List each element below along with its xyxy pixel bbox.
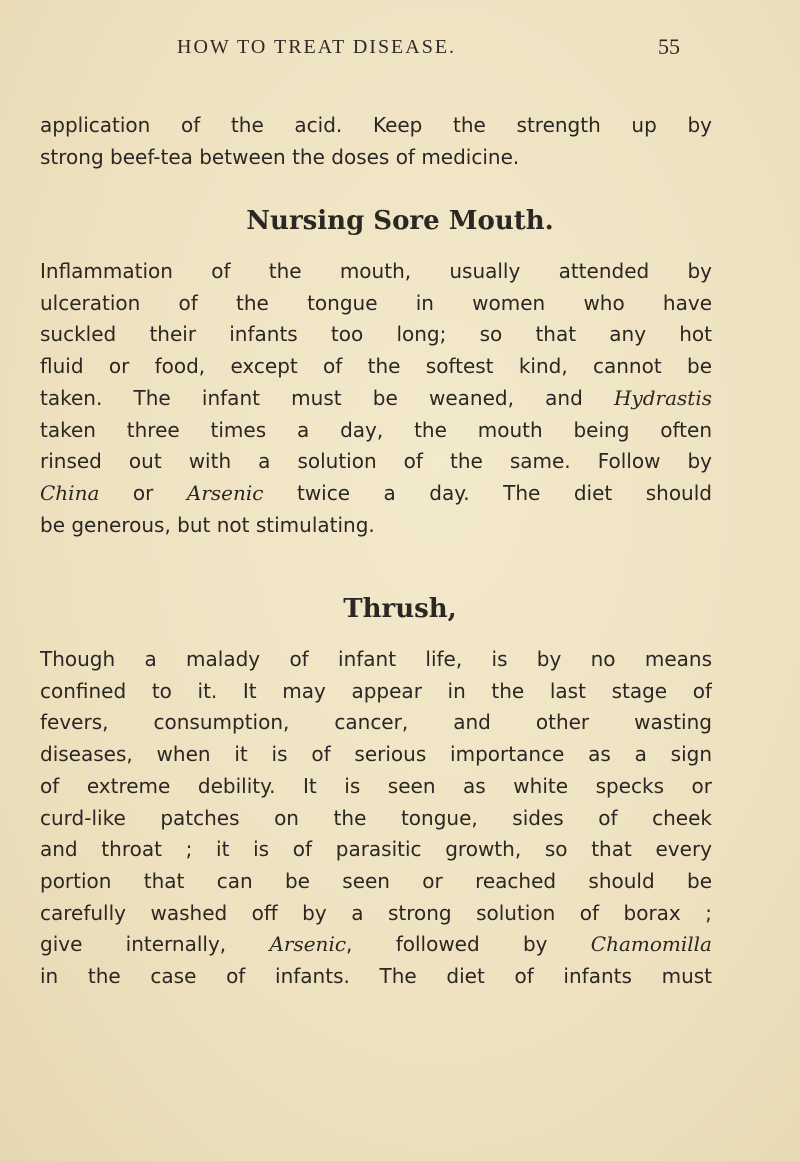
text-line: Though a malady of infant life, is by no means: [40, 647, 712, 671]
text-run: twice a day. The diet should: [263, 480, 712, 505]
text-line: ulceration of the tongue in women who have: [40, 290, 712, 315]
text-run: , followed by: [346, 932, 591, 957]
text-line: Inflammation of the mouth, usually attended by: [40, 259, 712, 283]
text-line: fevers, consumption, cancer, and other wasting: [40, 710, 712, 735]
remedy-name: Chamomilla: [590, 932, 712, 957]
text-line: suckled their infants too long; so that any hot: [40, 322, 712, 347]
text-line: [40, 478, 712, 510]
text-line: diseases, when it is of serious importance as a sign: [40, 742, 712, 767]
text-line: and throat ; it is of parasitic growth, so that every: [40, 837, 712, 862]
text-line: fluid or food, except of the softest kind, cannot be: [40, 354, 712, 379]
text-line: strong beef-tea between the doses of medicine.: [40, 144, 520, 169]
nursing-sore-mouth-paragraph: [40, 256, 712, 541]
remedy-name: Arsenic: [186, 480, 264, 505]
remedy-name: Arsenic: [269, 932, 347, 957]
text-line: carefully washed off by a strong solution of borax ;: [40, 900, 712, 925]
text-line: taken three times a day, the mouth being often: [40, 417, 712, 442]
text-line: [40, 929, 712, 961]
text-line: in the case of infants. The diet of infants must: [40, 964, 712, 989]
running-title: HOW TO TREAT DISEASE.: [177, 36, 457, 58]
remedy-name: Hydrastis: [614, 385, 712, 410]
text-run: give internally,: [40, 932, 270, 957]
text-line: of extreme debility. It is seen as white specks or: [40, 773, 712, 798]
text-line: be generous, but not stimulating.: [40, 512, 375, 537]
text-line: rinsed out with a solution of the same. Follow by: [40, 449, 712, 474]
text-run: taken. The infant must be weaned, and: [40, 385, 614, 410]
text-line: [40, 383, 712, 415]
section-heading-nursing-sore-mouth: Nursing Sore Mouth.: [246, 206, 554, 236]
section-heading-thrush: Thrush,: [343, 594, 457, 624]
text-line: portion that can be seen or reached should be: [40, 868, 712, 893]
page-number: 55: [658, 34, 680, 59]
text-line: confined to it. It may appear in the last stage of: [40, 678, 712, 703]
text-run: or: [99, 480, 187, 505]
thrush-paragraph: [40, 644, 712, 993]
intro-paragraph: [40, 110, 712, 173]
remedy-name: China: [40, 480, 100, 505]
text-line: curd-like patches on the tongue, sides of cheek: [40, 805, 712, 830]
text-line: application of the acid. Keep the strength up by: [40, 113, 712, 137]
